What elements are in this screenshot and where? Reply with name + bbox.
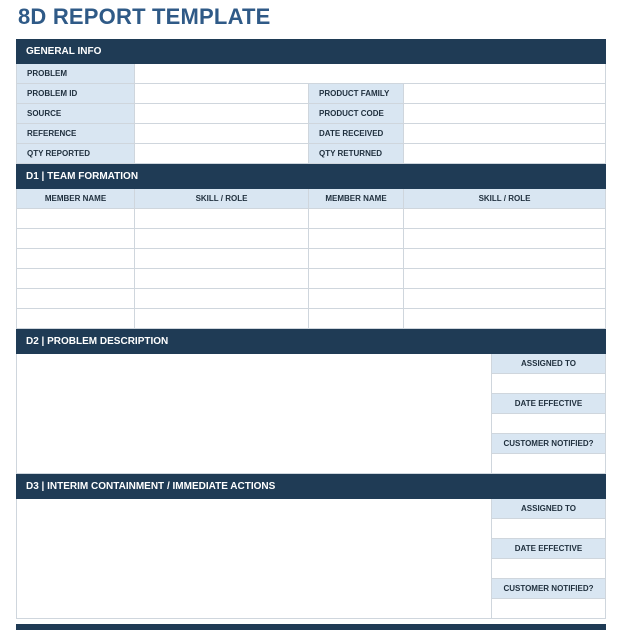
date-received-label: DATE RECEIVED: [309, 124, 404, 143]
d2-block: [16, 354, 606, 474]
d3-assigned-to-field[interactable]: [492, 519, 606, 539]
team-row: [16, 209, 606, 229]
skill-role-header-2: SKILL / ROLE: [404, 189, 606, 208]
d3-customer-notified-field[interactable]: [492, 599, 606, 619]
problem-description-field[interactable]: [16, 354, 492, 474]
qty-reported-label: QTY REPORTED: [16, 144, 135, 163]
team-header-row: [16, 189, 606, 209]
team-cell[interactable]: [309, 269, 404, 288]
team-cell[interactable]: [16, 209, 135, 228]
problem-field[interactable]: [135, 64, 606, 83]
next-section-header: [16, 624, 606, 630]
team-cell[interactable]: [16, 269, 135, 288]
reference-row: [16, 124, 606, 144]
general-info-header: GENERAL INFO: [16, 39, 606, 64]
problem-id-label: PROBLEM ID: [16, 84, 135, 103]
team-cell[interactable]: [135, 209, 309, 228]
interim-actions-field[interactable]: [16, 499, 492, 619]
page-title: 8D REPORT TEMPLATE: [18, 4, 271, 29]
team-cell[interactable]: [16, 309, 135, 328]
d2-date-effective-label: DATE EFFECTIVE: [492, 394, 606, 414]
skill-role-header-1: SKILL / ROLE: [135, 189, 309, 208]
d2-assigned-to-field[interactable]: [492, 374, 606, 394]
problem-id-row: [16, 84, 606, 104]
report-sheet: [16, 39, 606, 619]
product-code-field[interactable]: [404, 104, 606, 123]
problem-row: [16, 64, 606, 84]
team-row: [16, 229, 606, 249]
member-name-header-1: MEMBER NAME: [16, 189, 135, 208]
d2-customer-notified-field[interactable]: [492, 454, 606, 474]
problem-label: PROBLEM: [16, 64, 135, 83]
date-received-field[interactable]: [404, 124, 606, 143]
d2-assigned-to-label: ASSIGNED TO: [492, 354, 606, 374]
team-cell[interactable]: [309, 209, 404, 228]
d3-customer-notified-label: CUSTOMER NOTIFIED?: [492, 579, 606, 599]
reference-field[interactable]: [135, 124, 309, 143]
team-row: [16, 249, 606, 269]
d2-header: D2 | PROBLEM DESCRIPTION: [16, 329, 606, 354]
team-cell[interactable]: [16, 249, 135, 268]
team-cell[interactable]: [16, 229, 135, 248]
qty-returned-label: QTY RETURNED: [309, 144, 404, 163]
team-cell[interactable]: [404, 209, 606, 228]
team-cell[interactable]: [135, 269, 309, 288]
team-row: [16, 289, 606, 309]
product-family-label: PRODUCT FAMILY: [309, 84, 404, 103]
team-cell[interactable]: [135, 249, 309, 268]
team-row: [16, 309, 606, 329]
team-cell[interactable]: [404, 289, 606, 308]
team-cell[interactable]: [16, 289, 135, 308]
team-cell[interactable]: [135, 229, 309, 248]
problem-id-field[interactable]: [135, 84, 309, 103]
team-cell[interactable]: [404, 269, 606, 288]
d2-customer-notified-label: CUSTOMER NOTIFIED?: [492, 434, 606, 454]
reference-label: REFERENCE: [16, 124, 135, 143]
team-cell[interactable]: [309, 249, 404, 268]
qty-returned-field[interactable]: [404, 144, 606, 163]
team-cell[interactable]: [135, 289, 309, 308]
d3-block: [16, 499, 606, 619]
source-label: SOURCE: [16, 104, 135, 123]
d3-date-effective-field[interactable]: [492, 559, 606, 579]
team-cell[interactable]: [404, 309, 606, 328]
d2-date-effective-field[interactable]: [492, 414, 606, 434]
team-cell[interactable]: [309, 229, 404, 248]
team-row: [16, 269, 606, 289]
d3-header: D3 | INTERIM CONTAINMENT / IMMEDIATE ACTIONS: [16, 474, 606, 499]
team-cell[interactable]: [309, 289, 404, 308]
source-row: [16, 104, 606, 124]
team-cell[interactable]: [135, 309, 309, 328]
team-cell[interactable]: [309, 309, 404, 328]
d3-side-panel: [492, 499, 606, 619]
team-cell[interactable]: [404, 249, 606, 268]
team-cell[interactable]: [404, 229, 606, 248]
qty-row: [16, 144, 606, 164]
d3-date-effective-label: DATE EFFECTIVE: [492, 539, 606, 559]
qty-reported-field[interactable]: [135, 144, 309, 163]
source-field[interactable]: [135, 104, 309, 123]
d1-header: D1 | TEAM FORMATION: [16, 164, 606, 189]
d3-assigned-to-label: ASSIGNED TO: [492, 499, 606, 519]
product-family-field[interactable]: [404, 84, 606, 103]
product-code-label: PRODUCT CODE: [309, 104, 404, 123]
d2-side-panel: [492, 354, 606, 474]
member-name-header-2: MEMBER NAME: [309, 189, 404, 208]
